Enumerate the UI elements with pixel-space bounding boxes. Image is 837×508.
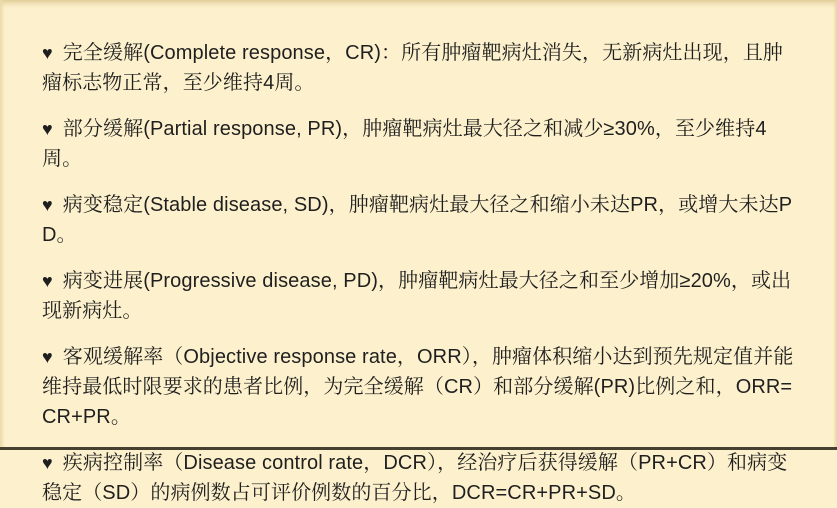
bullet-text-pd: 病变进展(Progressive disease, PD)，肿瘤靶病灶最大径之和至少增加≥20%，或出现新病灶。 [42,270,792,322]
bullet-text-dcr: 疾病控制率（Disease control rate，DCR），经治疗后获得缓解（PR+CR）和病变稳定（SD）的病例数占可评价例数的百分比，DCR=CR+PR+SD。 [42,452,788,504]
heart-bullet-icon: ♥ [42,119,53,139]
heart-bullet-icon: ♥ [42,271,53,291]
heart-bullet-icon: ♥ [42,347,53,367]
heart-bullet-icon: ♥ [42,43,53,63]
bullet-item-disease-control-rate [42,448,799,508]
heart-bullet-icon: ♥ [42,453,53,473]
bullet-item-partial-response [42,114,799,174]
bullet-text-sd: 病变稳定(Stable disease, SD)，肿瘤靶病灶最大径之和缩小未达PR，或增大未达PD。 [42,194,793,246]
bullet-item-complete-response [42,38,799,98]
bullet-text-pr: 部分缓解(Partial response, PR)，肿瘤靶病灶最大径之和减少≥30%，至少维持4周。 [42,118,767,170]
bullet-text-cr: 完全缓解(Complete response，CR)：所有肿瘤靶病灶消失，无新病灶出现，且肿瘤标志物正常，至少维持4周。 [42,42,784,94]
bullet-item-stable-disease [42,190,799,250]
bullet-item-objective-response-rate [42,342,799,432]
bullet-item-progressive-disease [42,266,799,326]
heart-bullet-icon: ♥ [42,195,53,215]
bullet-text-orr: 客观缓解率（Objective response rate，ORR），肿瘤体积缩小达到预先规定值并能维持最低时限要求的患者比例，为完全缓解（CR）和部分缓解(PR)比例之和，ORR=CR+PR。 [42,346,794,428]
